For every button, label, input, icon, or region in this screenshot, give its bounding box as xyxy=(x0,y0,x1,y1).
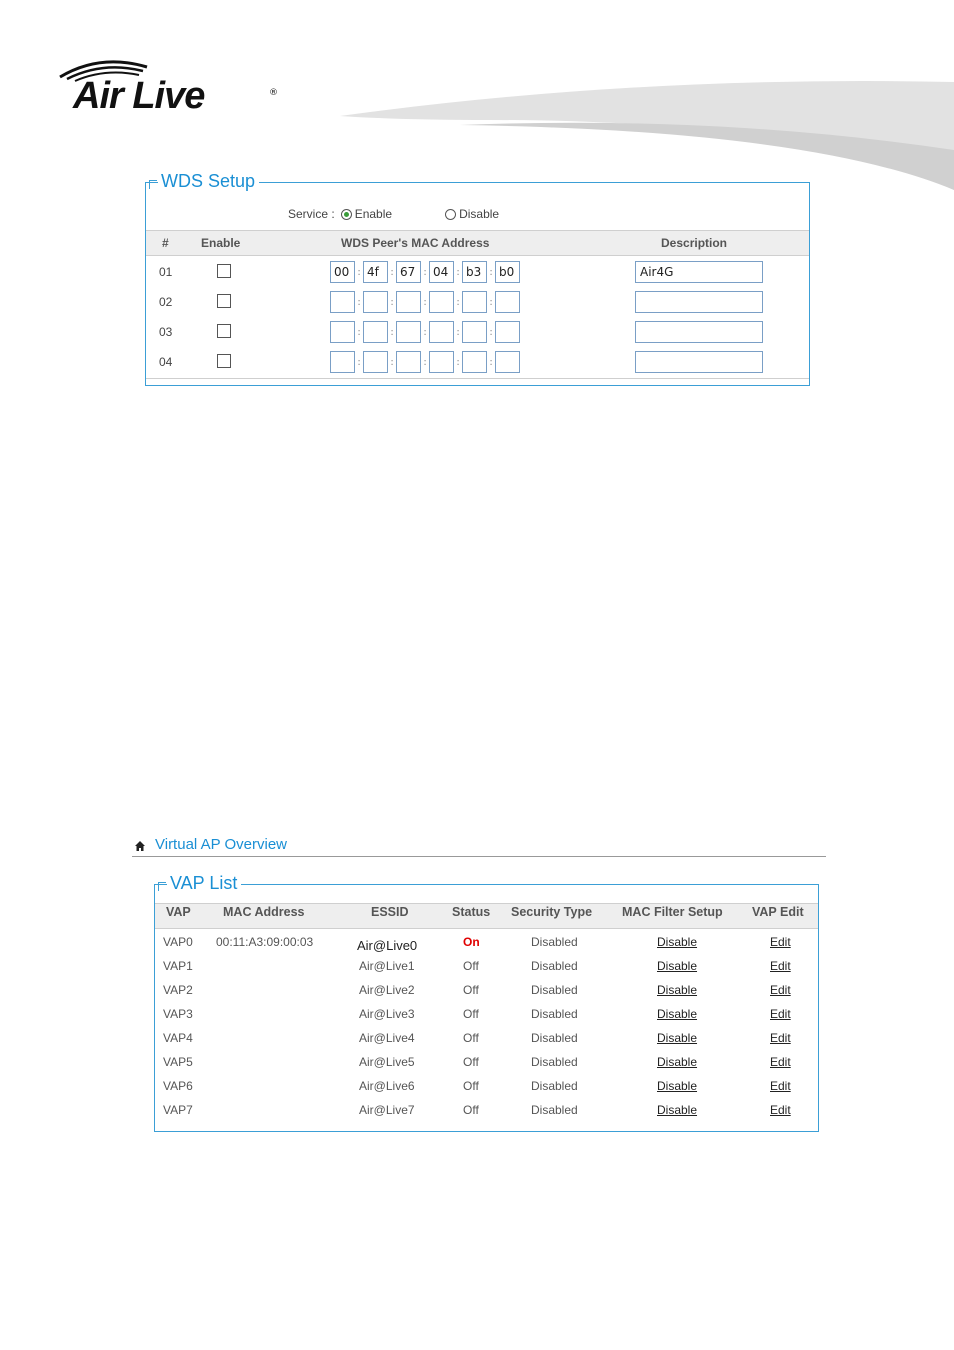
vap-name: VAP5 xyxy=(163,1055,193,1069)
vap-list-title: VAP List xyxy=(167,872,241,894)
vap-security: Disabled xyxy=(531,1031,578,1045)
vap-name: VAP1 xyxy=(163,959,193,973)
vap-security: Disabled xyxy=(531,1103,578,1117)
mac-octet-input[interactable] xyxy=(462,321,487,343)
vap-name: VAP6 xyxy=(163,1079,193,1093)
mac-octet-input[interactable] xyxy=(330,261,355,283)
mac-octet-input[interactable] xyxy=(396,261,421,283)
col-security-type: Security Type xyxy=(511,905,593,919)
col-mac-filter-setup: MAC Filter Setup xyxy=(622,905,723,919)
vap-status: Off xyxy=(463,1079,479,1093)
vap-list-panel xyxy=(154,873,819,1132)
description-input[interactable] xyxy=(635,351,763,373)
wds-row xyxy=(146,347,809,377)
mac-octet-input[interactable] xyxy=(462,291,487,313)
mac-octet-input[interactable] xyxy=(495,351,520,373)
row-number: 04 xyxy=(159,355,173,369)
col-mac-address: WDS Peer's MAC Address xyxy=(341,236,490,250)
mac-octet-input[interactable] xyxy=(330,321,355,343)
logo-wordmark: Air Live xyxy=(73,75,205,117)
mac-octet-input[interactable] xyxy=(462,261,487,283)
enable-checkbox[interactable] xyxy=(217,324,231,338)
service-enable-radio[interactable] xyxy=(341,209,352,220)
mac-filter-disable-link[interactable]: Disable xyxy=(657,959,698,973)
mac-address-fields: : : : : : xyxy=(330,351,520,373)
airlive-logo xyxy=(55,55,295,125)
service-label: Service : xyxy=(288,207,335,221)
registered-mark: ® xyxy=(269,88,278,98)
wds-row xyxy=(146,287,809,317)
vap-edit-link[interactable]: Edit xyxy=(770,959,791,973)
vap-edit-link[interactable]: Edit xyxy=(770,983,791,997)
mac-octet-input[interactable] xyxy=(396,291,421,313)
vap-edit-link[interactable]: Edit xyxy=(770,935,791,949)
col-mac-address: MAC Address xyxy=(223,905,305,919)
col-description: Description xyxy=(661,236,728,250)
mac-octet-input[interactable] xyxy=(363,291,388,313)
mac-octet-input[interactable] xyxy=(330,291,355,313)
col-number: # xyxy=(162,236,169,250)
vap-name: VAP7 xyxy=(163,1103,193,1117)
enable-checkbox[interactable] xyxy=(217,264,231,278)
vap-essid: Air@Live3 xyxy=(359,1007,415,1021)
vap-edit-link[interactable]: Edit xyxy=(770,1103,791,1117)
vap-security: Disabled xyxy=(531,959,578,973)
wds-table-header xyxy=(146,230,809,256)
vap-name: VAP2 xyxy=(163,983,193,997)
description-input[interactable] xyxy=(635,261,763,283)
table-bottom-divider xyxy=(146,378,809,379)
row-number: 02 xyxy=(159,295,173,309)
mac-filter-disable-link[interactable]: Disable xyxy=(657,1079,698,1093)
mac-octet-input[interactable] xyxy=(429,261,454,283)
vap-edit-link[interactable]: Edit xyxy=(770,1031,791,1045)
mac-address-fields: : : : : : xyxy=(330,291,520,313)
vap-essid: Air@Live2 xyxy=(359,983,415,997)
mac-octet-input[interactable] xyxy=(396,351,421,373)
description-input[interactable] xyxy=(635,321,763,343)
vap-edit-link[interactable]: Edit xyxy=(770,1079,791,1093)
home-icon xyxy=(134,840,146,852)
vap-status: Off xyxy=(463,983,479,997)
vap-status: Off xyxy=(463,959,479,973)
service-enable-label: Enable xyxy=(354,207,393,221)
vap-essid: Air@Live5 xyxy=(359,1055,415,1069)
wds-setup-title: WDS Setup xyxy=(158,170,259,192)
mac-octet-input[interactable] xyxy=(396,321,421,343)
mac-octet-input[interactable] xyxy=(429,351,454,373)
vap-mac: 00:11:A3:09:00:03 xyxy=(216,935,314,949)
col-vap-edit: VAP Edit xyxy=(752,905,804,919)
service-disable-radio[interactable] xyxy=(445,209,456,220)
mac-octet-input[interactable] xyxy=(495,261,520,283)
virtual-ap-overview-title: Virtual AP Overview xyxy=(155,836,288,853)
vap-status: On xyxy=(463,935,480,949)
enable-checkbox[interactable] xyxy=(217,294,231,308)
wds-row xyxy=(146,257,809,287)
vap-security: Disabled xyxy=(531,1079,578,1093)
description-input[interactable] xyxy=(635,291,763,313)
vap-edit-link[interactable]: Edit xyxy=(770,1007,791,1021)
vap-essid: Air@Live0 xyxy=(357,938,418,953)
vap-edit-link[interactable]: Edit xyxy=(770,1055,791,1069)
mac-filter-disable-link[interactable]: Disable xyxy=(657,1031,698,1045)
vap-essid: Air@Live7 xyxy=(359,1103,415,1117)
wds-setup-panel xyxy=(145,171,810,386)
vap-name: VAP4 xyxy=(163,1031,193,1045)
mac-filter-disable-link[interactable]: Disable xyxy=(657,983,698,997)
row-number: 01 xyxy=(159,265,173,279)
vap-status: Off xyxy=(463,1007,479,1021)
row-number: 03 xyxy=(159,325,173,339)
wds-row xyxy=(146,317,809,347)
vap-status: Off xyxy=(463,1103,479,1117)
col-essid: ESSID xyxy=(371,905,409,919)
mac-octet-input[interactable] xyxy=(495,291,520,313)
header-swoosh xyxy=(340,70,954,200)
vap-security: Disabled xyxy=(531,1007,578,1021)
mac-address-fields: : : : : : xyxy=(330,321,520,343)
mac-octet-input[interactable] xyxy=(330,351,355,373)
vap-security: Disabled xyxy=(531,1055,578,1069)
vap-security: Disabled xyxy=(531,983,578,997)
vap-essid: Air@Live6 xyxy=(359,1079,415,1093)
vap-name: VAP3 xyxy=(163,1007,193,1021)
col-vap: VAP xyxy=(166,905,191,919)
mac-filter-disable-link[interactable]: Disable xyxy=(657,1007,698,1021)
virtual-ap-overview-header xyxy=(132,836,826,857)
col-status: Status xyxy=(452,905,491,919)
mac-octet-input[interactable] xyxy=(462,351,487,373)
service-selector xyxy=(288,207,499,221)
mac-octet-input[interactable] xyxy=(363,351,388,373)
vap-security: Disabled xyxy=(531,935,578,949)
vap-essid: Air@Live1 xyxy=(359,959,415,973)
mac-address-fields: 00 : 4f : 67 : 04 : b3 : b0 xyxy=(330,261,520,283)
vap-name: VAP0 xyxy=(163,935,193,949)
mac-octet-input[interactable] xyxy=(363,321,388,343)
mac-filter-disable-link[interactable]: Disable xyxy=(657,1103,698,1117)
mac-filter-disable-link[interactable]: Disable xyxy=(657,935,698,949)
enable-checkbox[interactable] xyxy=(217,354,231,368)
vap-status: Off xyxy=(463,1055,479,1069)
mac-octet-input[interactable] xyxy=(495,321,520,343)
vap-status: Off xyxy=(463,1031,479,1045)
col-enable: Enable xyxy=(201,236,241,250)
mac-octet-input[interactable] xyxy=(429,321,454,343)
service-disable-label: Disable xyxy=(459,207,500,221)
mac-filter-disable-link[interactable]: Disable xyxy=(657,1055,698,1069)
mac-octet-input[interactable] xyxy=(363,261,388,283)
mac-octet-input[interactable] xyxy=(429,291,454,313)
vap-essid: Air@Live4 xyxy=(359,1031,415,1045)
